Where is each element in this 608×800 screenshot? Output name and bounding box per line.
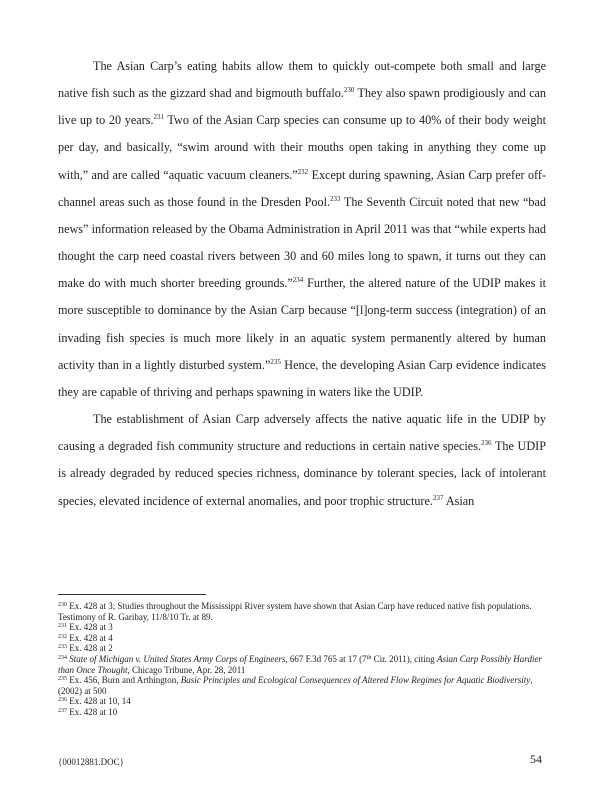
paragraph-1 [58, 53, 546, 406]
footnote-number: 231 [58, 623, 67, 630]
text-run: Further, the altered nature of the UDIP makes it more susceptible to dominance by the Asian Carp because “[l]ong-term success (integration) of an invading fish species is much more likely in an aquatic system permanently altered by human activity than in a lightly disturbed system.” [58, 276, 546, 372]
footnote-text: Cir. 2011), citing [371, 653, 438, 664]
footnote-text: Ex. 456, Burn and Arthington, [67, 675, 181, 686]
footnote-233 [58, 643, 548, 654]
footnote-ref-232[interactable]: 232 [297, 167, 309, 176]
footnote-text: Ex. 428 at 2 [67, 643, 113, 654]
footnote-236 [58, 696, 548, 707]
footnote-number: 236 [58, 697, 67, 704]
footnote-text: , 667 F.3d 765 at 17 (7 [285, 653, 367, 664]
footnote-separator [58, 594, 206, 595]
footnote-232 [58, 633, 548, 644]
footnote-text: Ex. 428 at 4 [67, 632, 113, 643]
text-run: The Asian Carp’s eating habits allow them to quickly out-compete both small and large native fish such as the gizzard shad and bigmouth buffalo. [58, 59, 546, 101]
footnote-234 [58, 654, 548, 675]
footnote-number: 232 [58, 633, 67, 640]
body-text [58, 53, 546, 515]
footnote-230 [58, 601, 548, 622]
text-run: The establishment of Asian Carp adversely affects the native aquatic life in the UDIP by causing a degraded fish community structure and reductions in certain native species. [58, 412, 546, 454]
text-run: Asian [443, 493, 475, 508]
footnote-ref-235[interactable]: 235 [270, 357, 281, 366]
footnote-text: Ex. 428 at 10 [67, 706, 118, 717]
text-run: Two of the Asian Carp species can consume up to 40% of their body weight per day, and basically, “swim around with their mouths open taking in anything they come up with,” and are called “aquatic vacuum cleaners.” [58, 113, 546, 182]
footnote-number: 233 [58, 644, 67, 651]
footnote-text: Ex. 428 at 10, 14 [67, 696, 131, 707]
footnote-ref-233[interactable]: 233 [330, 194, 341, 203]
paragraph-2 [58, 406, 546, 515]
footnote-231 [58, 622, 548, 633]
footnote-ref-237[interactable]: 237 [432, 493, 444, 502]
footnote-number: 235 [58, 676, 67, 683]
footnote-text: , Chicago Tribune, Apr. 28, 2011 [127, 664, 246, 675]
page-number: 54 [530, 752, 542, 766]
footnote-ref-231[interactable]: 231 [153, 113, 164, 122]
footnote-number: 234 [58, 654, 67, 661]
text-run: The UDIP is already degraded by reduced species richness, dominance by tolerant species, lack of intolerant species, elevated incidence of external anomalies, and poor trophic structure. [58, 439, 546, 508]
footnote-ref-230[interactable]: 230 [343, 86, 355, 95]
text-run: Except during spawning, Asian Carp prefer off-channel areas such as those found in the Dresden Pool. [58, 167, 546, 209]
footnote-text: Ex. 428 at 3 [67, 622, 113, 633]
work-title: Basic Principles and Ecological Consequences of Altered Flow Regimes for Aquatic Biodiversity [180, 675, 531, 686]
document-id: {00012881.DOC} [58, 757, 124, 767]
article-title: Asian Carp Possibly Hardier than Once Thought [58, 653, 542, 675]
footnote-ref-234[interactable]: 234 [292, 276, 304, 285]
footnote-237 [58, 707, 548, 718]
footnote-text: , (2002) at 500 [58, 675, 533, 696]
footnote-235 [58, 675, 548, 696]
footnote-number: 237 [58, 707, 67, 714]
case-citation: State of Michigan v. United States Army Corps of Engineers [69, 653, 286, 664]
footnotes [58, 601, 548, 718]
text-run: Hence, the developing Asian Carp evidence indicates they are capable of thriving and perhaps spawning in waters like the UDIP. [58, 357, 546, 399]
ordinal-suffix: th [366, 654, 372, 661]
footnote-text: Ex. 428 at 3; Studies throughout the Mississippi River system have shown that Asian Carp have reduced native fish populations. Testimony of R. Garibay, 11/8/10 Tr. at 89. [58, 601, 532, 622]
text-run: They also spawn prodigiously and can live up to 20 years. [58, 86, 546, 128]
text-run: The Seventh Circuit noted that new “bad news” information released by the Obama Administration in April 2011 was that “while experts had thought the carp need coastal rivers between 30 and 60 miles long to spawn, it turns out they can make do with much shorter breeding grounds.” [58, 194, 546, 291]
footnote-number: 230 [58, 602, 67, 608]
footnote-ref-236[interactable]: 236 [481, 439, 492, 448]
